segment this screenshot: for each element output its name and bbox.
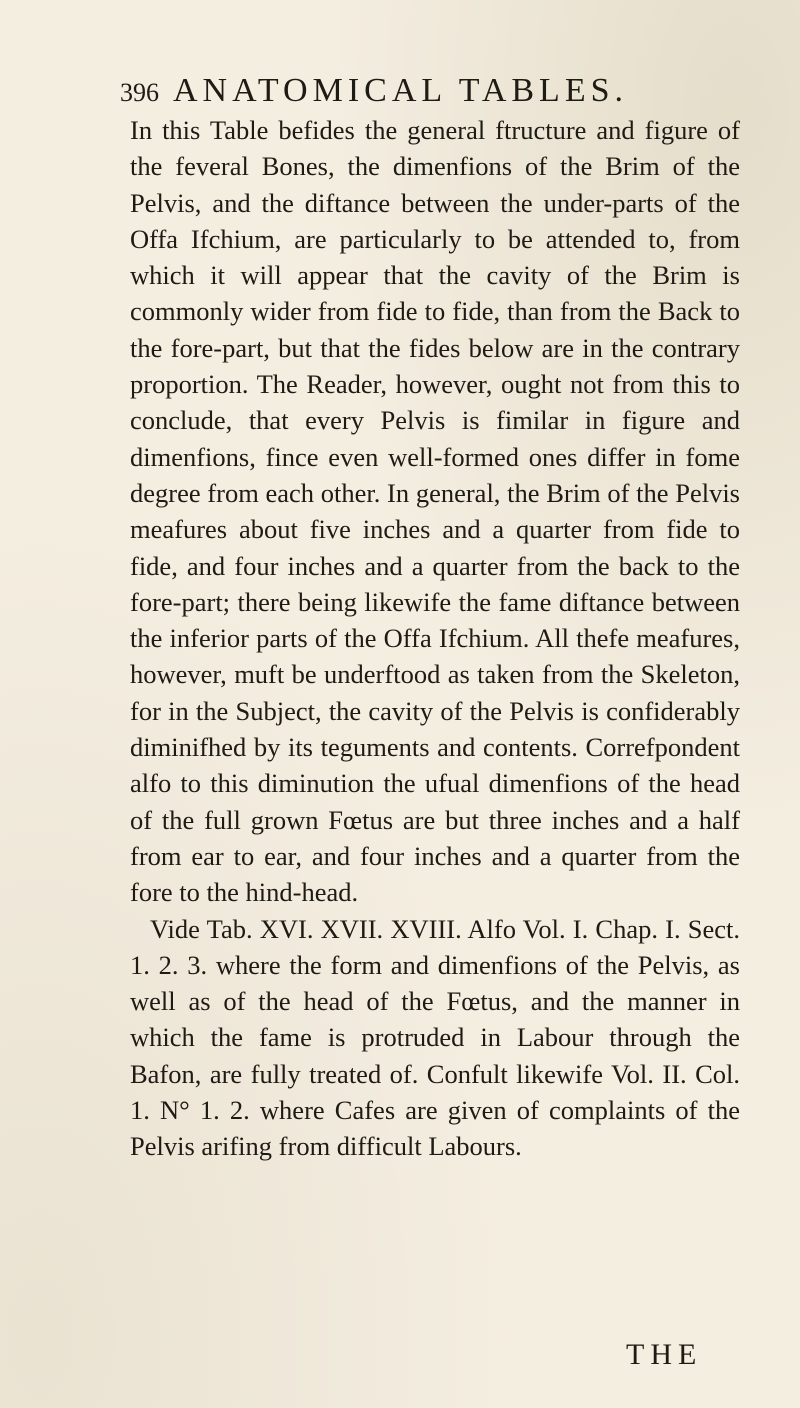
paragraph-measurements: In this Table befides the general ftructure and figure of the feveral Bones, the dimenfions of the Brim of the Pelvis, and the diftance between the under-parts of the Offa Ifchium, are particularly to be attended to, from which it will appear that the cavity of the Brim is commonly wider from fide to fide, than from the Back to the fore-part, but that the fides below are in the contrary proportion. The Reader, however, ought not from this to conclude, that every Pelvis is fimilar in figure and dimenfions, fince even well-formed ones differ in fome degree from each other. In general, the Brim of the Pelvis meafures about five inches and a quarter from fide to fide, and four inches and a quarter from the back to the fore-part; there being likewife the fame diftance between the inferior parts of the Offa Ifchium. All thefe meafures, however, muft be underftood as taken from the Skeleton, for in the Subject, the cavity of the Pelvis is confiderably diminifhed by its teguments and contents. Correfpondent alfo to this diminution the ufual dimenfions of the head of the full grown Fœtus are but three inches and a half from ear to ear, and four inches and a quarter from the fore to the hind-head. [130, 115, 740, 908]
paragraph-references: Vide Tab. XVI. XVII. XVIII. Alfo Vol. I. Chap. I. Sect. 1. 2. 3. where the form and dimenfions of the Pelvis, as well as of the head of the Fœtus, and the manner in which the fame is protruded in Labour through the Bafon, are fully treated of. Confult likewife Vol. II. Col. 1. N° 1. 2. where Cafes are given of complaints of the Pelvis arifing from difficult Labours. [130, 913, 740, 1162]
running-head: ANATOMICAL TABLES. [173, 72, 629, 109]
page-header [120, 72, 760, 112]
body-text [130, 112, 740, 1165]
catchword: THE [626, 1338, 703, 1371]
page-number: 396 [120, 78, 159, 107]
